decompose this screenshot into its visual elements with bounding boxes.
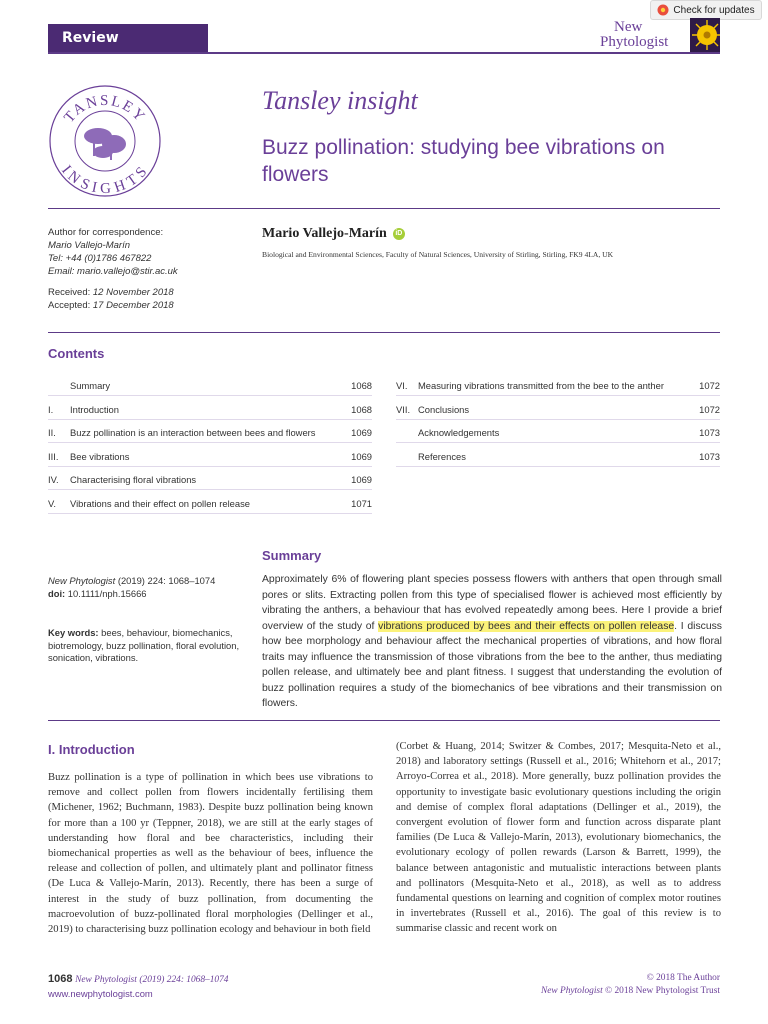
contents-entry-page: 1072 (699, 403, 720, 415)
summary-divider (48, 720, 720, 721)
author-affiliation: Biological and Environmental Sciences, Faculty of Natural Sciences, University of Stirling, Stirling, FK9 4LA, UK (262, 250, 614, 259)
contents-entry[interactable] (48, 451, 372, 465)
page-number: 1068 (48, 973, 73, 985)
received-label: Received: (48, 287, 91, 298)
seal-top-text: TANSLEY (61, 92, 149, 126)
author-line (262, 226, 405, 242)
journal-flower-icon (690, 18, 720, 52)
citation-block (48, 574, 248, 600)
contents-entry-title: Measuring vibrations transmitted from the bee to the anther (418, 380, 664, 391)
contents-entry[interactable] (48, 404, 372, 418)
correspondence-heading: Author for correspondence: (48, 227, 164, 238)
contents-entry[interactable] (48, 380, 372, 394)
footer-citation: (2019) 224: 1068–1074 (139, 975, 229, 985)
author-name[interactable]: Mario Vallejo-Marín (262, 226, 387, 241)
contents-entry-number: III. (48, 450, 59, 462)
contents-entry-divider (48, 419, 372, 420)
contents-entry[interactable] (396, 427, 720, 441)
footer-copyright-journal: New Phytologist (540, 986, 603, 996)
summary-text-part2: . I discuss how bee morphology and behaviour affect the mechanical properties of vibrations, and how floral traits may influence the transmission of those vibrations from the bee to the anther, thus mediating pollen release, and ultimately bee and plant fitness. I suggest that understanding the evolution of buzz pollination requires a study of the biomechanics of bee vibrations and their transmission on flowers. (262, 620, 723, 709)
contents-entry-title: Acknowledgements (418, 427, 500, 439)
contents-entry-page: 1069 (351, 474, 372, 486)
contents-entry-title: Conclusions (418, 403, 470, 415)
contents-entry-page: 1072 (699, 380, 720, 391)
contents-entry-number: IV. (48, 474, 59, 486)
correspondence-email[interactable]: Email: mario.vallejo@stir.ac.uk (48, 266, 178, 277)
citation-journal: New Phytologist (48, 575, 116, 586)
accepted-date: 17 December 2018 (92, 300, 174, 311)
contents-entry-page: 1068 (351, 380, 372, 391)
keywords-label: Key words: (48, 627, 99, 638)
svg-text:INSIGHTS (58, 162, 151, 196)
contents-entry-number: II. (48, 427, 56, 439)
keywords-text: bees, behaviour, biomechanics, biotremology, buzz pollination, floral evolution, sonication, vibrations. (48, 627, 240, 663)
contents-entry-title: Vibrations and their effect on pollen release (70, 498, 250, 509)
introduction-column-1: Buzz pollination is a type of pollination in which bees use vibrations to remove and collect pollen from flowers incidentally fertilising them (Michener, 1962; Buchmann, 1983). Despite buzz pollination being known for more than a 100 yr (Teppner, 2018), we are still at the early stages of understanding how floral and bee characteristics, including their biomechanical properties as well as the behaviour of bees, influence the release and collection of pollen, and ultimately plant and pollinator fitness (De Luca & Vallejo-Marín, 2013). Recently, there has been a surge of interest in the study of buzz pollination, from documenting the macroevolution of buzz-pollinated floral morphologies (Dellinger et al., 2019) to characterising buzz pollination ecology and behaviour in both field (48, 772, 373, 936)
introduction-heading: I. Introduction (48, 742, 135, 757)
contents-entry-number: VII. (396, 403, 411, 415)
contents-entry-title: References (418, 450, 466, 462)
footer-copyright-author: © 2018 The Author (646, 973, 720, 983)
contents-entry-number: I. (48, 403, 54, 415)
footer-left (48, 972, 228, 1000)
summary-text (262, 572, 722, 712)
title-divider (48, 208, 720, 209)
seal-bottom-text: INSIGHTS (58, 162, 152, 197)
citation-volume: (2019) 224: 1068–1074 (117, 575, 216, 586)
article-title: Buzz pollination: studying bee vibrations on flowers (262, 136, 665, 186)
contents-entry-number: V. (48, 498, 56, 509)
doi-label: doi: (48, 588, 66, 599)
contents-entry-title: Introduction (70, 403, 119, 415)
contents-entry[interactable] (396, 380, 720, 394)
footer-right (541, 972, 720, 998)
series-title: Tansley insight (262, 86, 418, 115)
contents-entry-divider (396, 442, 720, 443)
contents-entry[interactable] (48, 474, 372, 488)
journal-name-line2: Phytologist (600, 34, 669, 50)
correspondence-name: Mario Vallejo-Marín (48, 240, 131, 251)
check-for-updates-label: Check for updates (673, 4, 755, 16)
footer-journal: New Phytologist (75, 975, 137, 985)
keywords-block (48, 627, 248, 665)
summary-text-part1: Approximately 6% of flowering plant species possess flowers with anthers that open through small pores or slits. Extracting pollen from this type of specialised flower is achieved most efficiently by vibrating the anthers, a behaviour that has evolved repeatedly among bees. Here I provide a brief overview of the study of (262, 574, 722, 632)
contents-entry-divider (48, 395, 372, 396)
contents-entry[interactable] (48, 498, 372, 512)
received-date: 12 November 2018 (92, 287, 174, 298)
contents-entry-page: 1068 (351, 403, 372, 415)
section-label: Review (48, 24, 208, 52)
update-badge-icon (657, 4, 669, 16)
journal-logo[interactable] (600, 20, 720, 54)
accepted-label: Accepted: (48, 300, 91, 311)
contents-entry-title: Buzz pollination is an interaction between bees and flowers (70, 427, 316, 439)
journal-name-line1: New (614, 19, 643, 35)
contents-entry-divider (48, 489, 372, 490)
contents-entry-page: 1069 (351, 427, 372, 439)
contents-entry-title: Bee vibrations (70, 450, 130, 462)
svg-text:TANSLEY (61, 93, 148, 126)
contents-entry[interactable] (396, 404, 720, 418)
doi-link[interactable]: 10.1111/nph.15666 (67, 588, 147, 599)
contents-entry-page: 1073 (699, 450, 720, 462)
check-for-updates-button[interactable] (650, 0, 762, 20)
summary-highlight[interactable]: vibrations produced by bees and their effects on pollen release (378, 620, 675, 632)
contents-entry-divider (48, 442, 372, 443)
orcid-icon[interactable]: iD (393, 228, 405, 240)
introduction-column-2: (Corbet & Huang, 2014; Switzer & Combes, 2017; Mesquita-Neto et al., 2018) and laboratory settings (Russell et al., 2016; Whitehorn et al., 2017; Arroyo-Correa et al., 2018). More generally, buzz pollination provides the opportunity to investigate basic evolutionary questions including the origin and demise of complex floral adaptations (Dellinger et al., 2019), the convergent evolution of flower form and function across disparate plant families (De Luca & Vallejo-Marín, 2013), evolutionary biomechanics, the evolutionary ecology of pollen rewards (Larson & Barrett, 1999), the balance between antagonistic and mutualistic interactions between plants and pollinators (Mesquita-Neto et al., 2018), as well as to address fundamental questions on learning and cognition of complex motor routines in invertebrates (Russell et al., 2016). The goal of this review is to summarise classic and recent work on (396, 741, 721, 935)
correspondence-tel: Tel: +44 (0)1786 467822 (48, 253, 152, 264)
contents-entry-divider (48, 466, 372, 467)
contents-entry-divider (396, 419, 720, 420)
contents-entry-divider (396, 466, 720, 467)
contents-entry[interactable] (396, 451, 720, 465)
footer-url[interactable]: www.newphytologist.com (48, 988, 153, 999)
contents-entry-number: VI. (396, 380, 408, 391)
correspondence-block (48, 226, 248, 278)
contents-heading: Contents (48, 346, 105, 361)
contents-entry-page: 1073 (699, 427, 720, 439)
tansley-insights-seal (48, 84, 162, 198)
contents-entry-divider (48, 513, 372, 514)
summary-heading: Summary (262, 548, 322, 563)
contents-entry-page: 1071 (351, 498, 372, 509)
footer-copyright-trust: © 2018 New Phytologist Trust (605, 986, 720, 996)
contents-entry-divider (396, 395, 720, 396)
contents-entry-title: Characterising floral vibrations (70, 474, 197, 486)
contents-divider (48, 332, 720, 333)
contents-entry[interactable] (48, 427, 372, 441)
contents-entry-title: Summary (70, 380, 111, 391)
contents-entry-page: 1069 (351, 450, 372, 462)
dates-block (48, 286, 174, 312)
